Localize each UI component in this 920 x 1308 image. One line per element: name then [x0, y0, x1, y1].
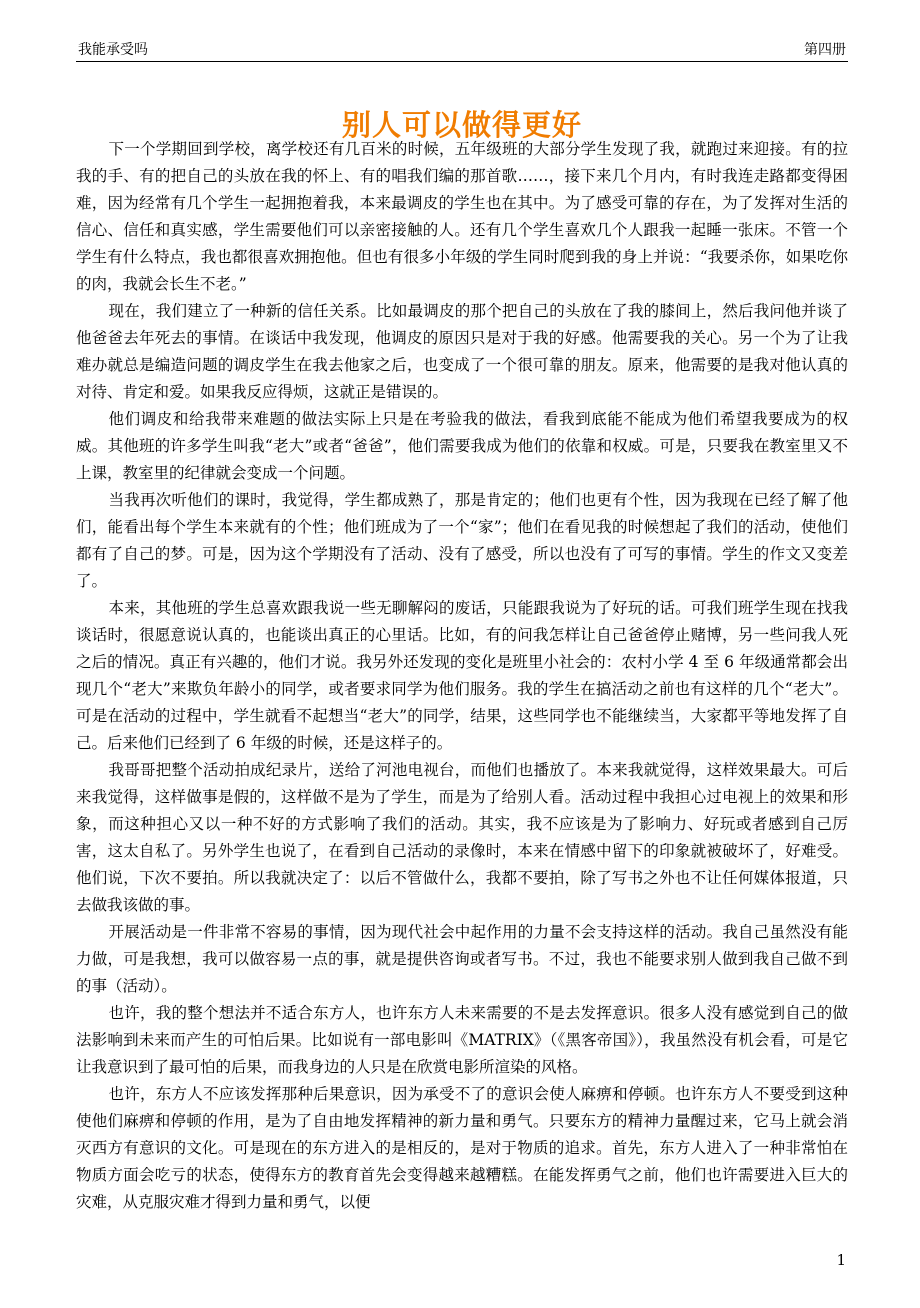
paragraph-6: 我哥哥把整个活动拍成纪录片，送给了河池电视台，而他们也播放了。本来我就觉得，这样效果最大。可后来我觉得，这样做事是假的，这样做不是为了学生，而是为了给别人看。活动过程中我担心过电视上的效果和形象，而这种担心又以一种不好的方式影响了我们的活动。其实，我不应该是为了影响力、好玩或者感到自己厉害，这太自私了。另外学生也说了，在看到自己活动的录像时，本来在情感中留下的印象就被破坏了，好难受。他们说，下次不要拍。所以我就决定了：以后不管做什么，我都不要拍，除了写书之外也不让任何媒体报道，只去做我该做的事。 — [76, 761, 848, 914]
paragraph-9: 也许，东方人不应该发挥那种后果意识，因为承受不了的意识会使人麻痹和停顿。也许东方人不要受到这种使他们麻痹和停顿的作用，是为了自由地发挥精神的新力量和勇气。只要东方的精神力量醒过来，它马上就会消灭西方有意识的文化。可是现在的东方进入的是相反的，是对于物质的追求。首先，东方人进入了一种非常怕在物质方面会吃亏的状态，使得东方的教育首先会变得越来越糟糕。在能发挥勇气之前，他们也许需要进入巨大的灾难，从克服灾难才得到力量和勇气，以便 — [76, 1085, 848, 1211]
paragraph-8: 也许，我的整个想法并不适合东方人，也许东方人未来需要的不是去发挥意识。很多人没有感觉到自己的做法影响到未来而产生的可怕后果。比如说有一部电影叫《MATRIX》（《黑客帝国》），我虽然没有机会看，可是它让我意识到了最可怕的后果，而我身边的人只是在欣赏电影所渲染的风格。 — [76, 1004, 848, 1076]
paragraph-2: 现在，我们建立了一种新的信任关系。比如最调皮的那个把自己的头放在了我的膝间上，然后我问他并谈了他爸爸去年死去的事情。在谈话中我发现，他调皮的原因只是对于我的好感。他需要我的关心。另一个为了让我难办就总是编造问题的调皮学生在我去他家之后，也变成了一个很可靠的朋友。原来，他需要的是我对他认真的对待、肯定和爱。如果我反应得烦，这就正是错误的。 — [76, 302, 848, 401]
header-book-title: 我能承受吗 — [78, 42, 148, 58]
paragraph-7: 开展活动是一件非常不容易的事情，因为现代社会中起作用的力量不会支持这样的活动。我自己虽然没有能力做，可是我想，我可以做容易一点的事，就是提供咨询或者写书。不过，我也不能要求别人做到我自己做不到的事（活动）。 — [76, 923, 848, 995]
header-divider — [76, 61, 848, 62]
body-text — [76, 136, 848, 1216]
paragraph-1: 下一个学期回到学校，离学校还有几百米的时候，五年级班的大部分学生发现了我，就跑过来迎接。有的拉我的手、有的把自己的头放在我的怀上、有的唱我们编的那首歌……，接下来几个月内，有时我连走路都变得困难，因为经常有几个学生一起拥抱着我，本来最调皮的学生也在其中。为了感受可靠的存在，为了发挥对生活的信心、信任和真实感，学生需要他们可以亲密接触的人。还有几个学生喜欢几个人跟我一起睡一张床。不管一个学生有什么特点，我也都很喜欢拥抱他。但也有很多小年级的学生同时爬到我的身上并说：“我要杀你，如果吃你的肉，我就会长生不老。” — [76, 140, 848, 293]
paragraph-3: 他们调皮和给我带来难题的做法实际上只是在考验我的做法，看我到底能不能成为他们希望我要成为的权威。其他班的许多学生叫我“老大”或者“爸爸”，他们需要我成为他们的依靠和权威。可是，只要我在教室里又不上课，教室里的纪律就会变成一个问题。 — [76, 410, 848, 482]
chapter-title: 别人可以做得更好 — [341, 108, 582, 143]
paragraph-4: 当我再次听他们的课时，我觉得，学生都成熟了，那是肯定的；他们也更有个性，因为我现在已经了解了他们，能看出每个学生本来就有的个性；他们班成为了一个“家”；他们在看见我的时候想起了我们的活动，使他们都有了自己的梦。可是，因为这个学期没有了活动、没有了感受，所以也没有了可写的事情。学生的作文又变差了。 — [76, 491, 848, 590]
page-number: 1 — [836, 1251, 846, 1269]
document-page — [76, 0, 848, 1308]
running-header — [76, 40, 848, 60]
paragraph-5: 本来，其他班的学生总喜欢跟我说一些无聊解闷的废话，只能跟我说为了好玩的话。可我们班学生现在找我谈话时，很愿意说认真的，也能谈出真正的心里话。比如，有的问我怎样让自己爸爸停止赌博，另一些问我人死之后的情况。真正有兴趣的，他们才说。我另外还发现的变化是班里小社会的：农村小学 4 至 6 年级通常都会出现几个“老大”来欺负年龄小的同学，或者要求同学为他们服务。我的学生在搞活动之前也有这样的几个“老大”。可是在活动的过程中，学生就看不起想当“老大”的同学，结果，这些同学也不能继续当，大家都平等地发挥了自己。后来他们已经到了 6 年级的时候，还是这样子的。 — [76, 599, 848, 752]
header-volume: 第四册 — [804, 42, 846, 58]
